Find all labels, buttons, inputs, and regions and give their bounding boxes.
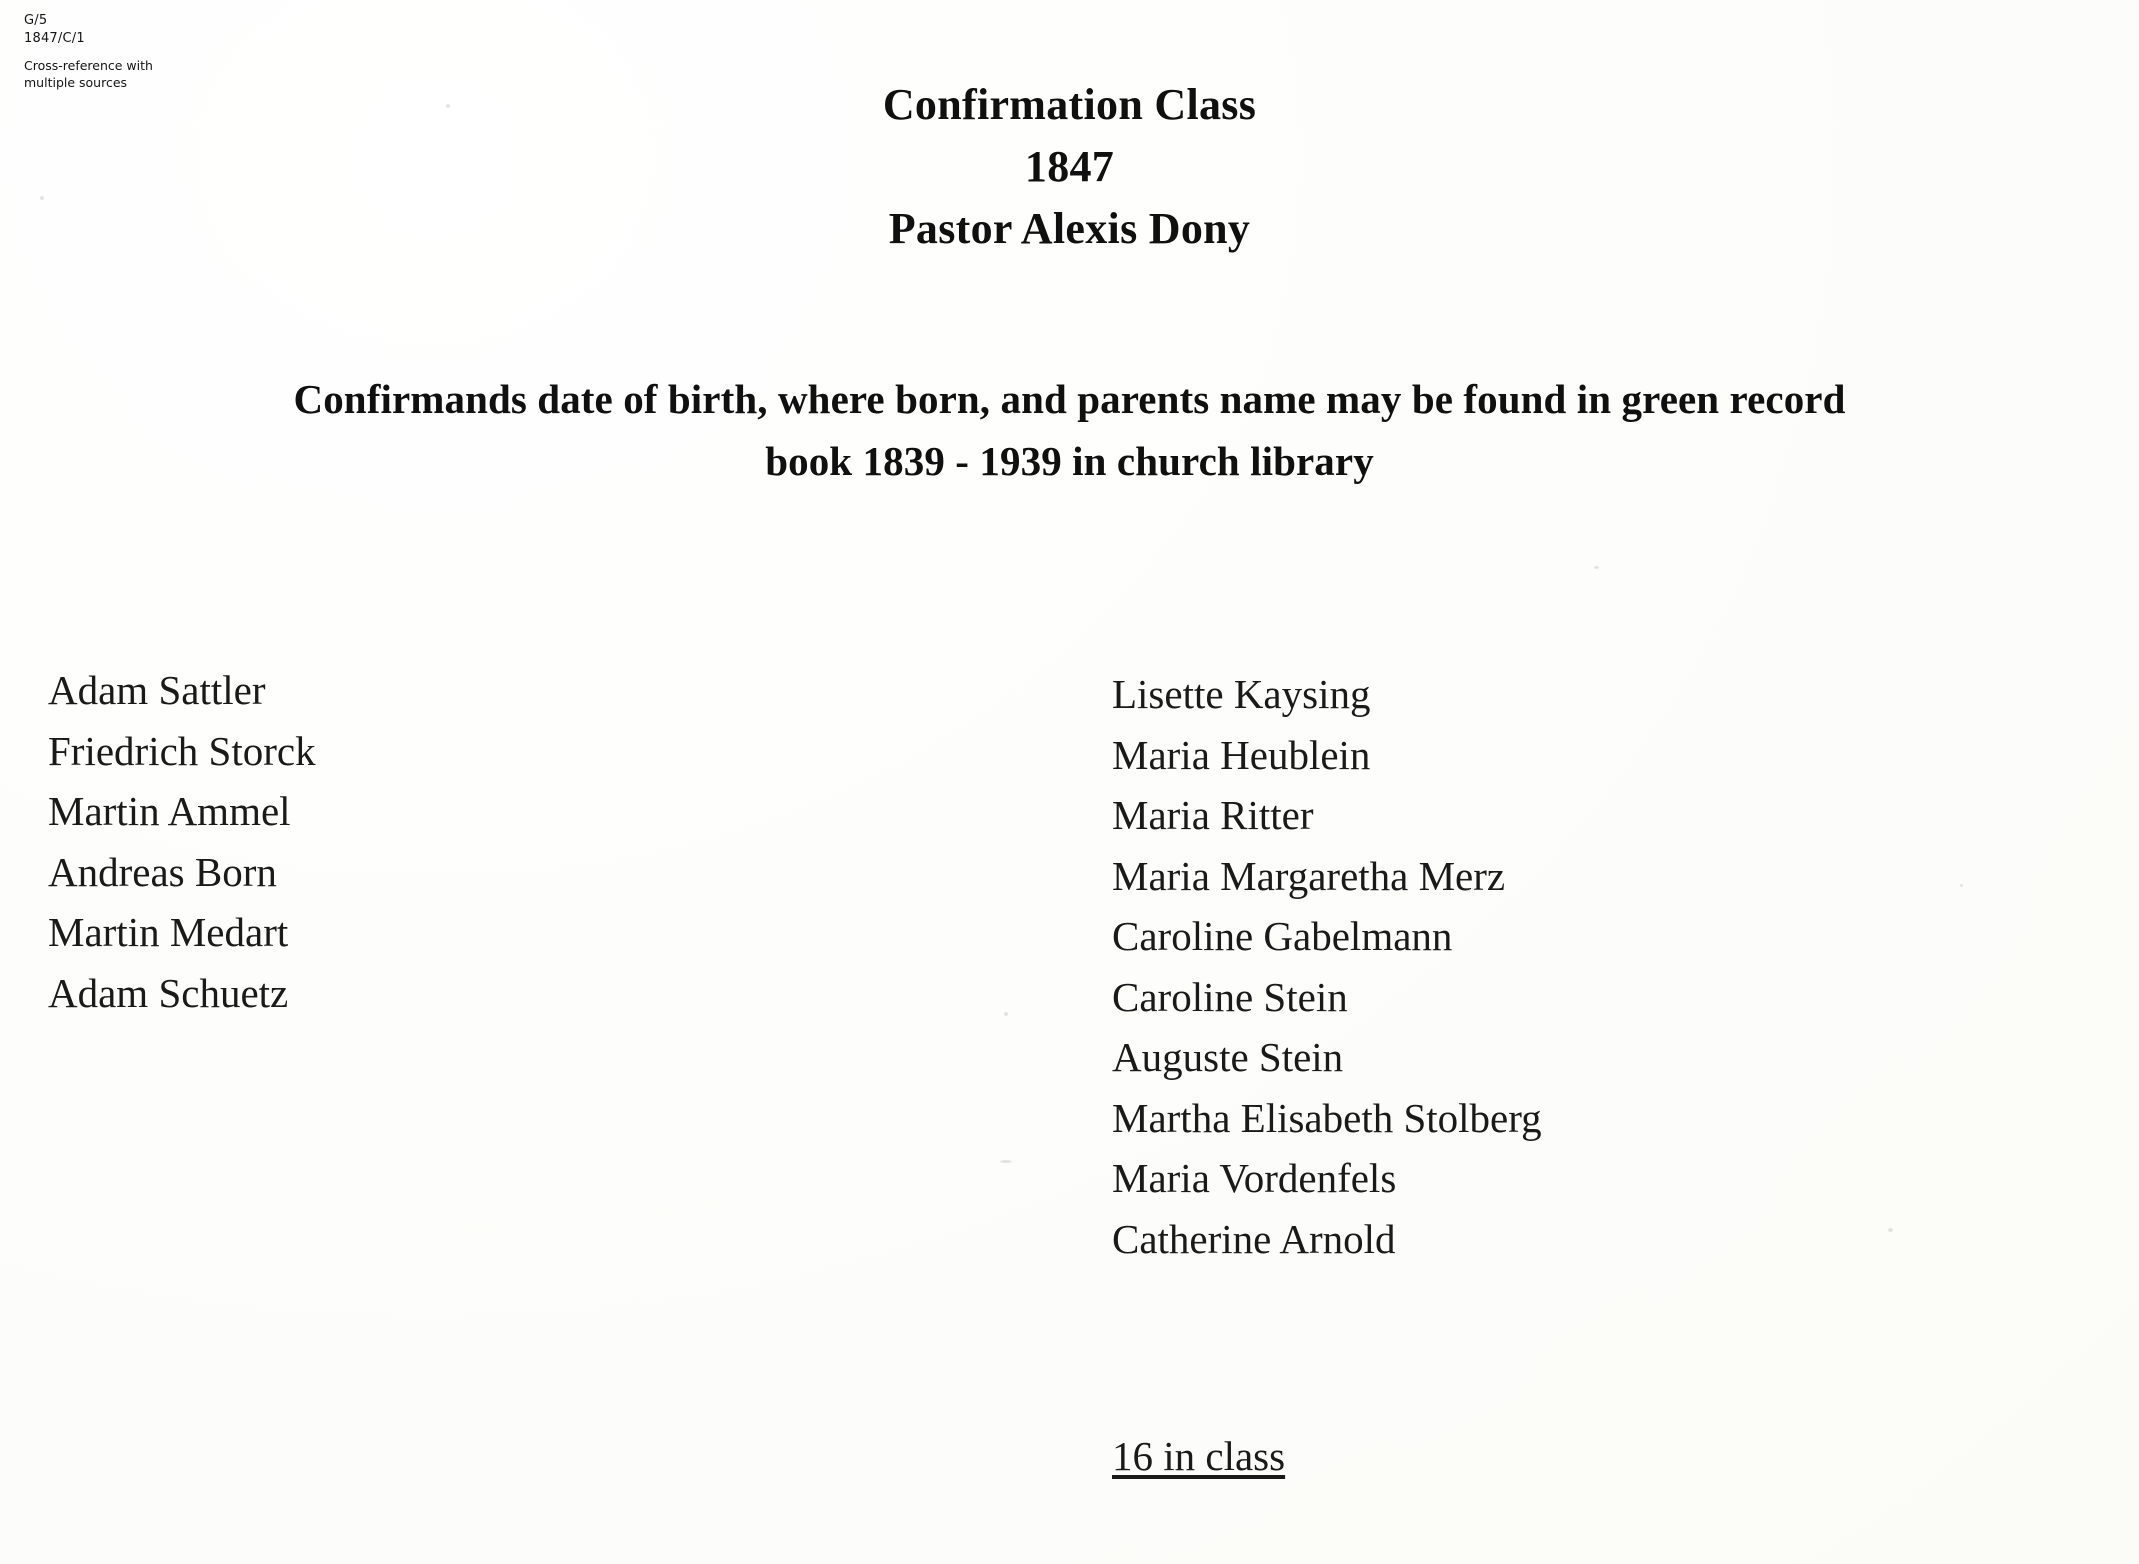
archive-reference (24, 12, 85, 47)
list-item: Martin Ammel (48, 788, 291, 834)
class-count (1112, 1430, 1532, 1482)
list-item: Martha Elisabeth Stolberg (1112, 1094, 1542, 1141)
scan-speck (1000, 1160, 1012, 1163)
list-item: Martin Medart (48, 909, 289, 955)
list-item: Maria Ritter (1112, 792, 1314, 838)
list-item: Caroline Stein (1112, 973, 1348, 1020)
list-item: Maria Vordenfels (1112, 1155, 1397, 1201)
archive-reference-line-1: G/5 (24, 13, 48, 28)
title-line-year: 1847 (1024, 142, 1115, 191)
list-item: Adam Sattler (48, 667, 266, 713)
class-count-text: 16 in class (1112, 1433, 1286, 1479)
scan-speck (1594, 566, 1599, 569)
list-item: Catherine Arnold (1112, 1215, 1396, 1262)
list-item: Auguste Stein (1112, 1034, 1344, 1080)
list-item: Lisette Kaysing (1112, 671, 1371, 717)
list-item: Maria Margaretha Merz (1112, 852, 1506, 899)
list-item: Caroline Gabelmann (1112, 913, 1453, 959)
archive-reference-line-2: 1847/C/1 (24, 30, 85, 46)
subtitle-line-2: book 1839 - 1939 in church library (765, 438, 1374, 484)
title-line-pastor: Pastor Alexis Dony (888, 204, 1251, 253)
list-item: Maria Heublein (1112, 731, 1371, 778)
subtitle-line-1: Confirmands date of birth, where born, and parents name may be found in green record (293, 376, 1846, 422)
list-item: Andreas Born (48, 848, 277, 895)
list-item: Adam Schuetz (48, 969, 289, 1016)
list-item: Friedrich Storck (48, 727, 316, 774)
confirmand-list-left (48, 660, 1028, 1023)
confirmand-list-right (1112, 664, 2072, 1269)
subtitle (0, 368, 2139, 492)
title-line-class: Confirmation Class (882, 80, 1257, 129)
archive-note: Cross-reference with multiple sources (24, 58, 153, 90)
page-title (0, 74, 2139, 260)
